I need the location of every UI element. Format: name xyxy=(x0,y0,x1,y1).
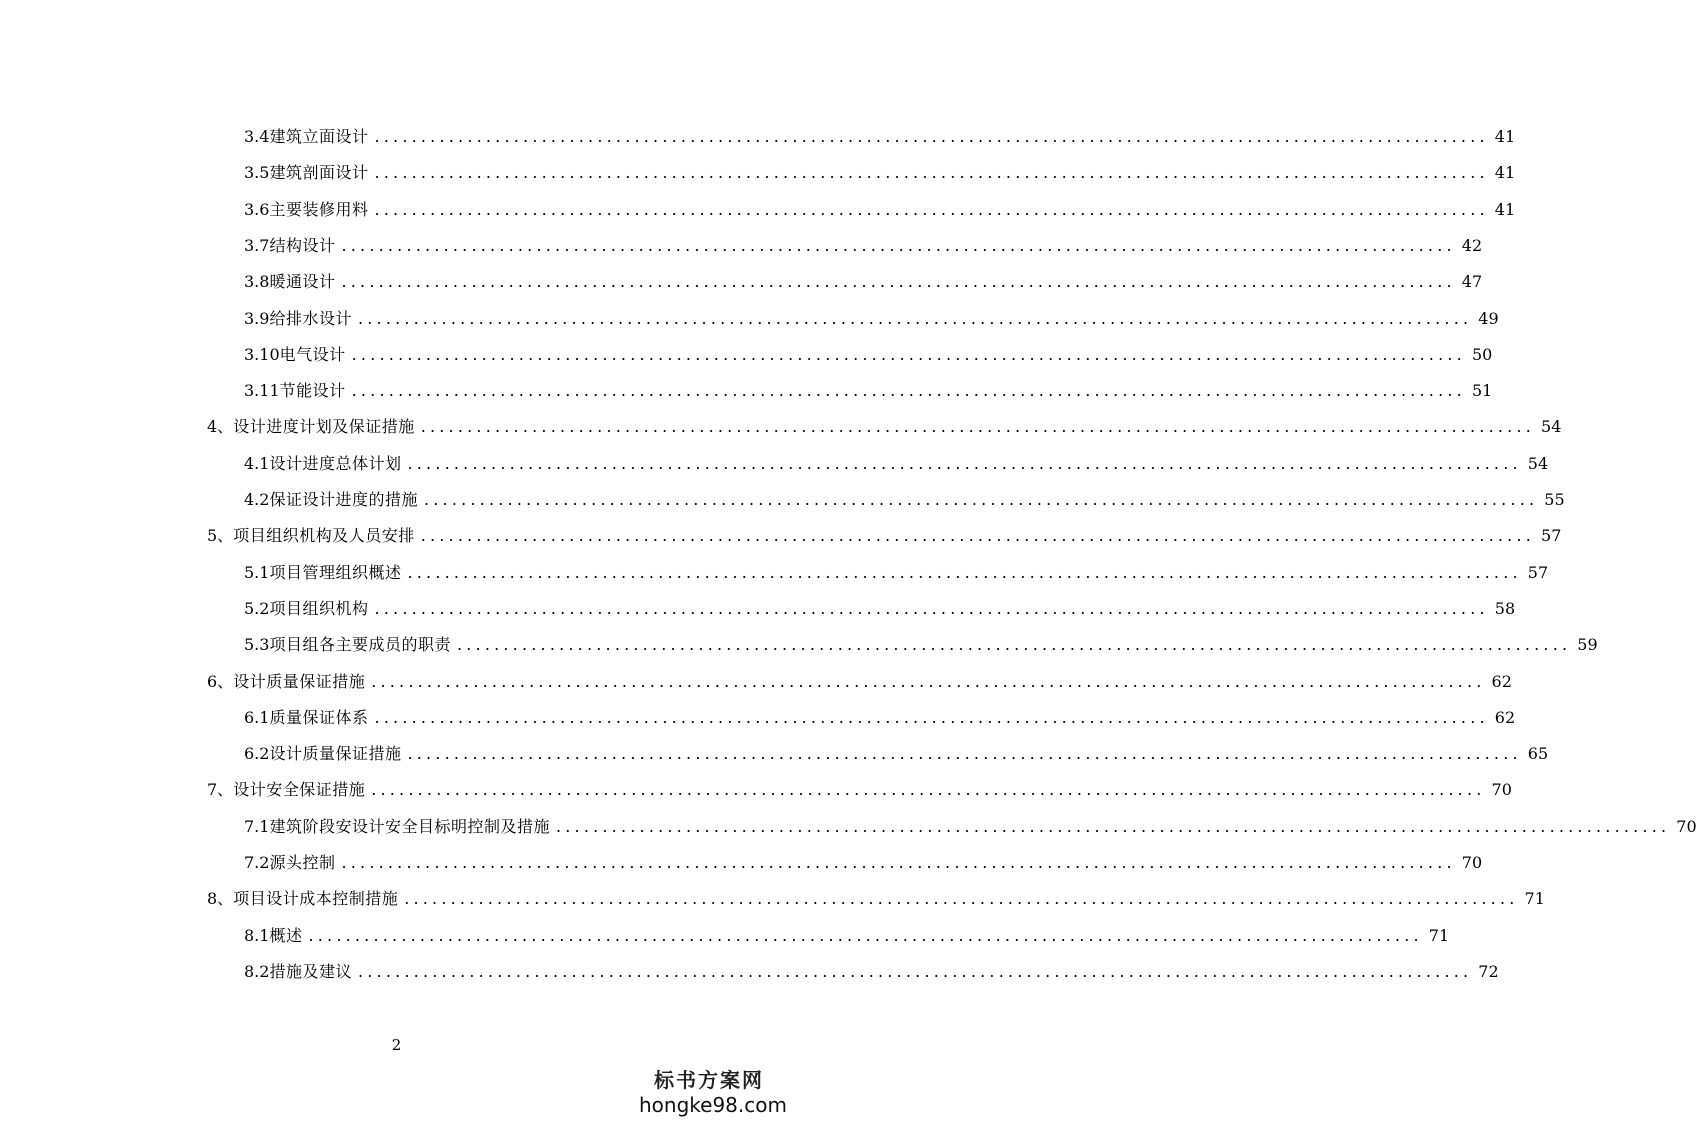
toc-entry[interactable] xyxy=(244,119,1516,155)
page-number: 2 xyxy=(391,1036,402,1054)
toc-entry-number: 3.11 xyxy=(244,381,280,401)
toc-entry-number: 5.1 xyxy=(244,562,270,582)
toc-entry[interactable] xyxy=(244,954,1499,990)
toc-entry-title: 设计安全保证措施 xyxy=(233,780,366,800)
toc-entry-page: 72 xyxy=(1478,961,1499,981)
toc-entry-title: 给排水设计 xyxy=(269,308,352,328)
toc-entry-number: 4.1 xyxy=(244,453,270,473)
watermark-text-en: hongke98.com xyxy=(639,1093,787,1117)
toc-dot-leader: ........................................................................................................................ xyxy=(351,344,1466,364)
toc-entry-title: 项目组织机构及人员安排 xyxy=(233,526,415,546)
toc-entry-title: 设计质量保证措施 xyxy=(233,671,366,691)
toc-entry-number: 3.8 xyxy=(244,272,270,292)
toc-entry[interactable] xyxy=(244,555,1549,591)
toc-entry-title: 暖通设计 xyxy=(269,272,336,292)
toc-entry-number: 7.2 xyxy=(244,853,270,872)
toc-entry-number: 3.10 xyxy=(244,344,280,364)
watermark-text-cn: 标书方案网 xyxy=(654,1068,764,1092)
toc-entry-number: 8.2 xyxy=(244,961,270,981)
toc-dot-leader: ........................................................................................................................ xyxy=(555,816,1671,836)
toc-entry-page: 62 xyxy=(1491,671,1512,691)
toc-dot-leader: ........................................................................................................................ xyxy=(341,853,1456,872)
toc-entry-title: 结构设计 xyxy=(269,235,336,255)
toc-dot-leader: ........................................................................................................................ xyxy=(420,417,1536,437)
toc-dot-leader: ........................................................................................................................ xyxy=(456,635,1572,655)
toc-entry-title: 建筑剖面设计 xyxy=(269,163,369,183)
toc-entry-page: 70 xyxy=(1676,816,1697,836)
toc-dot-leader: ........................................................................................................................ xyxy=(357,961,1473,981)
toc-entry-number: 7.1 xyxy=(244,816,270,836)
toc-entry-title: 建筑立面设计 xyxy=(269,127,369,146)
toc-dot-leader: ........................................................................................................................ xyxy=(404,889,1519,909)
toc-entry-number: 3.7 xyxy=(244,235,270,255)
toc-dot-leader: ........................................................................................................................ xyxy=(374,707,1489,727)
toc-entry[interactable] xyxy=(207,664,1512,700)
toc-entry-number: 4.2 xyxy=(244,490,270,509)
toc-entry-number: 6.2 xyxy=(244,744,270,764)
toc-entry-page: 65 xyxy=(1527,744,1549,764)
toc-dot-leader: ........................................................................................................................ xyxy=(371,780,1486,800)
toc-entry-page: 57 xyxy=(1527,562,1549,582)
toc-entry-page: 70 xyxy=(1491,780,1512,800)
toc-entry-page: 41 xyxy=(1494,163,1516,183)
toc-entry[interactable] xyxy=(207,409,1562,445)
toc-entry-title: 概述 xyxy=(269,925,303,945)
toc-entry-number: 5.2 xyxy=(244,598,270,618)
toc-dot-leader: ........................................................................................................................ xyxy=(308,925,1423,945)
toc-entry-page: 47 xyxy=(1461,272,1483,292)
toc-entry-page: 54 xyxy=(1527,453,1549,473)
toc-entry-title: 保证设计进度的措施 xyxy=(269,490,418,509)
toc-dot-leader: ........................................................................................................................ xyxy=(374,598,1489,618)
toc-dot-leader: ........................................................................................................................ xyxy=(407,562,1522,582)
toc-entry-title: 设计进度计划及保证措施 xyxy=(233,417,415,437)
toc-entry-number: 5、 xyxy=(207,526,234,546)
toc-entry-title: 电气设计 xyxy=(279,344,346,364)
toc-entry-number: 6、 xyxy=(207,671,234,691)
toc-entry[interactable] xyxy=(207,518,1562,554)
toc-entry-number: 5.3 xyxy=(244,635,270,655)
toc-entry-page: 71 xyxy=(1524,889,1545,909)
toc-entry[interactable] xyxy=(244,700,1516,736)
toc-dot-leader: ........................................................................................................................ xyxy=(407,744,1522,764)
toc-dot-leader: ........................................................................................................................ xyxy=(371,671,1486,691)
toc-entry-page: 70 xyxy=(1461,853,1483,872)
toc-entry-number: 3.6 xyxy=(244,199,270,219)
toc-entry[interactable] xyxy=(207,881,1545,917)
toc-entry-title: 设计质量保证措施 xyxy=(269,744,402,764)
toc-entry-page: 49 xyxy=(1478,308,1499,328)
toc-entry[interactable] xyxy=(244,627,1598,663)
toc-entry-number: 6.1 xyxy=(244,707,270,727)
toc-dot-leader: ........................................................................................................................ xyxy=(420,526,1536,546)
toc-entry-title: 项目组各主要成员的职责 xyxy=(269,635,451,655)
toc-entry-title: 项目设计成本控制措施 xyxy=(233,889,399,909)
toc-dot-leader: ........................................................................................................................ xyxy=(351,381,1466,401)
toc-entry[interactable] xyxy=(244,301,1499,337)
toc-entry-page: 54 xyxy=(1541,417,1562,437)
toc-entry[interactable] xyxy=(207,772,1512,808)
toc-entry[interactable] xyxy=(244,228,1483,264)
toc-entry-page: 57 xyxy=(1541,526,1562,546)
toc-entry-number: 4、 xyxy=(207,417,234,437)
toc-entry[interactable] xyxy=(244,918,1450,954)
toc-dot-leader: ........................................................................................................................ xyxy=(357,308,1473,328)
toc-entry[interactable] xyxy=(244,155,1516,191)
toc-entry-title: 项目组织机构 xyxy=(269,598,369,618)
toc-dot-leader: ........................................................................................................................ xyxy=(374,199,1489,219)
toc-dot-leader: ........................................................................................................................ xyxy=(423,490,1539,509)
toc-entry[interactable] xyxy=(244,591,1516,627)
toc-entry-number: 7、 xyxy=(207,780,234,800)
toc-entry[interactable] xyxy=(244,482,1565,518)
toc-entry-page: 41 xyxy=(1494,127,1516,146)
toc-entry[interactable] xyxy=(244,264,1483,300)
toc-entry-page: 55 xyxy=(1544,490,1565,509)
toc-dot-leader: ........................................................................................................................ xyxy=(341,272,1456,292)
toc-entry-page: 50 xyxy=(1471,344,1493,364)
toc-entry-number: 3.5 xyxy=(244,163,270,183)
toc-entry[interactable] xyxy=(244,446,1549,482)
toc-entry-page: 58 xyxy=(1494,598,1516,618)
toc-entry-number: 3.4 xyxy=(244,127,270,146)
toc-entry[interactable] xyxy=(244,337,1493,373)
toc-entry-title: 建筑阶段安设计安全目标明控制及措施 xyxy=(269,816,550,836)
toc-entry[interactable] xyxy=(244,809,1697,845)
toc-entry-title: 项目管理组织概述 xyxy=(269,562,402,582)
toc-entry-page: 62 xyxy=(1494,707,1516,727)
toc-entry[interactable] xyxy=(244,736,1549,772)
toc-entry-page: 51 xyxy=(1471,381,1493,401)
toc-entry-title: 设计进度总体计划 xyxy=(269,453,402,473)
toc-entry-title: 措施及建议 xyxy=(269,961,352,981)
toc-dot-leader: ........................................................................................................................ xyxy=(407,453,1522,473)
toc-dot-leader: ........................................................................................................................ xyxy=(341,235,1456,255)
toc-entry[interactable] xyxy=(244,845,1483,881)
toc-entry-title: 节能设计 xyxy=(279,381,346,401)
toc-entry-title: 源头控制 xyxy=(269,853,336,872)
toc-entry-title: 主要装修用料 xyxy=(269,199,369,219)
toc-entry-number: 8.1 xyxy=(244,925,270,945)
toc-entry-page: 42 xyxy=(1461,235,1483,255)
toc-entry[interactable] xyxy=(244,192,1516,228)
toc-entry[interactable] xyxy=(244,373,1493,409)
toc-entry-title: 质量保证体系 xyxy=(269,707,369,727)
toc-entry-page: 59 xyxy=(1577,635,1598,655)
watermark-logo xyxy=(639,1068,787,1118)
toc-dot-leader: ........................................................................................................................ xyxy=(374,163,1489,183)
toc-entry-page: 71 xyxy=(1428,925,1450,945)
toc-entry-number: 3.9 xyxy=(244,308,270,328)
toc-dot-leader: ........................................................................................................................ xyxy=(374,127,1489,146)
toc-entry-number: 8、 xyxy=(207,889,234,909)
toc-entry-page: 41 xyxy=(1494,199,1516,219)
